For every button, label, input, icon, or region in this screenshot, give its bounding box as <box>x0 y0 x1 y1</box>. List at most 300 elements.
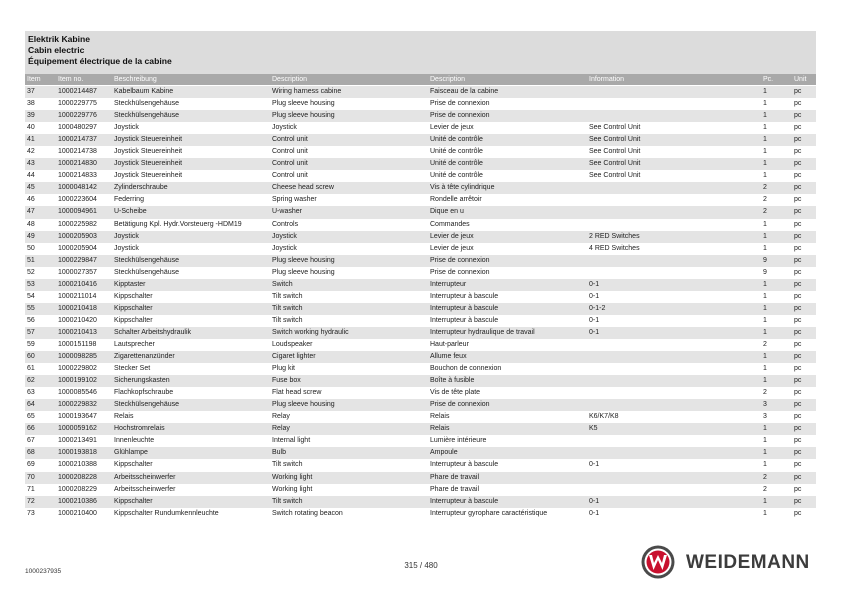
cell-description-en: Plug sleeve housing <box>272 100 335 108</box>
cell-beschreibung: Joystick <box>114 232 139 240</box>
cell-item: 38 <box>27 100 35 108</box>
cell-description-fr: Phare de travail <box>430 473 480 481</box>
weidemann-emblem-icon <box>640 544 676 580</box>
cell-unit: pc <box>794 280 802 288</box>
cell-description-fr: Unité de contrôle <box>430 172 483 180</box>
cell-description-fr: Prise de connexion <box>430 100 490 108</box>
cell-pc: 1 <box>763 100 767 108</box>
cell-item-no: 1000205903 <box>58 232 97 240</box>
cell-pc: 2 <box>763 485 767 493</box>
cell-item: 47 <box>27 208 35 216</box>
cell-information: 0-1-2 <box>589 304 606 312</box>
title-french: Équipement électrique de la cabine <box>28 56 172 66</box>
cell-item-no: 1000214830 <box>58 160 97 168</box>
cell-item-no: 1000210413 <box>58 328 97 336</box>
cell-item-no: 1000214737 <box>58 136 97 144</box>
cell-description-fr: Relais <box>430 425 450 433</box>
cell-beschreibung: Steckhülsengehäuse <box>114 256 179 264</box>
cell-description-fr: Prise de connexion <box>430 112 490 120</box>
cell-item-no: 1000027357 <box>58 268 97 276</box>
cell-item-no: 1000214833 <box>58 172 97 180</box>
cell-description-en: Flat head screw <box>272 389 322 397</box>
table-row <box>25 351 816 363</box>
cell-pc: 1 <box>763 461 767 469</box>
cell-description-en: Tilt switch <box>272 461 303 469</box>
table-row <box>25 182 816 194</box>
cell-description-en: Relay <box>272 413 290 421</box>
cell-pc: 3 <box>763 413 767 421</box>
cell-item: 66 <box>27 425 35 433</box>
cell-information: K5 <box>589 425 598 433</box>
cell-pc: 1 <box>763 136 767 144</box>
table-row <box>25 219 816 231</box>
cell-pc: 2 <box>763 208 767 216</box>
table-row <box>25 255 816 267</box>
cell-unit: pc <box>794 377 802 385</box>
cell-information: 0-1 <box>589 280 600 288</box>
cell-unit: pc <box>794 340 802 348</box>
cell-item-no: 1000208229 <box>58 485 97 493</box>
cell-beschreibung: Lautsprecher <box>114 340 155 348</box>
cell-description-fr: Relais <box>430 413 450 421</box>
cell-information: 0-1 <box>589 497 600 505</box>
parts-table <box>25 86 816 520</box>
col-beschreibung: Beschreibung <box>114 76 157 83</box>
cell-item-no: 1000199102 <box>58 377 97 385</box>
table-row <box>25 194 816 206</box>
cell-beschreibung: Kippschalter <box>114 497 153 505</box>
cell-unit: pc <box>794 184 802 192</box>
table-row <box>25 399 816 411</box>
cell-beschreibung: Steckhülsengehäuse <box>114 268 179 276</box>
table-row <box>25 339 816 351</box>
cell-unit: pc <box>794 425 802 433</box>
table-row <box>25 327 816 339</box>
cell-pc: 1 <box>763 449 767 457</box>
cell-item-no: 1000480297 <box>58 124 97 132</box>
cell-description-en: Joystick <box>272 232 297 240</box>
cell-unit: pc <box>794 365 802 373</box>
cell-beschreibung: Glühlampe <box>114 449 148 457</box>
cell-item: 69 <box>27 461 35 469</box>
cell-pc: 2 <box>763 389 767 397</box>
cell-description-en: Controls <box>272 220 299 228</box>
cell-description-en: Plug sleeve housing <box>272 256 335 264</box>
cell-description-fr: Faisceau de la cabine <box>430 88 499 95</box>
cell-pc: 1 <box>763 160 767 168</box>
cell-item: 61 <box>27 365 35 373</box>
cell-item-no: 1000213491 <box>58 437 97 445</box>
cell-beschreibung: Joystick <box>114 244 139 252</box>
cell-item-no: 1000210388 <box>58 461 97 469</box>
cell-beschreibung: Joystick <box>114 124 139 132</box>
table-row <box>25 86 816 98</box>
col-information: Information <box>589 76 625 83</box>
title-german: Elektrik Kabine <box>28 34 91 44</box>
title-english: Cabin electric <box>28 45 85 55</box>
cell-description-en: U-washer <box>272 208 302 216</box>
cell-item-no: 1000210386 <box>58 497 97 505</box>
cell-beschreibung: Joystick Steuereinheit <box>114 136 183 144</box>
cell-item: 62 <box>27 377 35 385</box>
cell-beschreibung: Steckhülsengehäuse <box>114 112 179 120</box>
cell-pc: 1 <box>763 280 767 288</box>
cell-information: 4 RED Switches <box>589 244 640 252</box>
table-row <box>25 291 816 303</box>
cell-item: 60 <box>27 353 35 361</box>
cell-description-fr: Prise de connexion <box>430 401 490 409</box>
cell-item-no: 1000229832 <box>58 401 97 409</box>
cell-pc: 1 <box>763 509 767 517</box>
cell-item: 68 <box>27 449 35 457</box>
col-description-fr: Description <box>430 76 466 83</box>
cell-item: 56 <box>27 316 35 324</box>
cell-pc: 9 <box>763 256 767 264</box>
cell-pc: 1 <box>763 244 767 252</box>
cell-description-fr: Phare de travail <box>430 485 480 493</box>
cell-beschreibung: Flachkopfschraube <box>114 389 174 397</box>
cell-item: 64 <box>27 401 35 409</box>
cell-description-en: Working light <box>272 485 313 493</box>
cell-pc: 1 <box>763 377 767 385</box>
cell-description-fr: Interrupteur à bascule <box>430 316 499 324</box>
cell-item: 39 <box>27 112 35 120</box>
cell-item: 73 <box>27 509 35 517</box>
cell-unit: pc <box>794 256 802 264</box>
cell-item-no: 1000223604 <box>58 196 97 204</box>
cell-description-en: Tilt switch <box>272 304 303 312</box>
table-row <box>25 459 816 471</box>
cell-description-en: Control unit <box>272 172 308 180</box>
cell-item: 48 <box>27 220 35 228</box>
cell-beschreibung: Arbeitsscheinwerfer <box>114 473 176 481</box>
cell-description-en: Tilt switch <box>272 497 303 505</box>
cell-item-no: 1000214738 <box>58 148 97 156</box>
cell-beschreibung: Kipptaster <box>114 280 146 288</box>
cell-description-en: Control unit <box>272 148 308 156</box>
cell-pc: 1 <box>763 497 767 505</box>
cell-item: 40 <box>27 124 35 132</box>
cell-item: 45 <box>27 184 35 192</box>
col-pc: Pc. <box>763 76 774 83</box>
cell-item: 72 <box>27 497 35 505</box>
cell-pc: 2 <box>763 340 767 348</box>
cell-pc: 3 <box>763 401 767 409</box>
cell-unit: pc <box>794 136 802 144</box>
brand-name: WEIDEMANN <box>686 552 810 573</box>
cell-unit: pc <box>794 268 802 276</box>
cell-beschreibung: Stecker Set <box>114 365 151 373</box>
cell-unit: pc <box>794 220 802 228</box>
cell-item-no: 1000229802 <box>58 365 97 373</box>
cell-item: 67 <box>27 437 35 445</box>
cell-item-no: 1000214487 <box>58 88 97 95</box>
cell-beschreibung: Steckhülsengehäuse <box>114 100 179 108</box>
cell-unit: pc <box>794 437 802 445</box>
table-row <box>25 387 816 399</box>
cell-pc: 1 <box>763 437 767 445</box>
cell-information: 2 RED Switches <box>589 232 640 240</box>
weidemann-logo <box>640 544 816 580</box>
cell-description-en: Switch <box>272 280 293 288</box>
cell-description-fr: Unité de contrôle <box>430 148 483 156</box>
cell-pc: 9 <box>763 268 767 276</box>
cell-description-fr: Unité de contrôle <box>430 136 483 144</box>
cell-item-no: 1000048142 <box>58 184 97 192</box>
cell-unit: pc <box>794 316 802 324</box>
cell-item-no: 1000210420 <box>58 316 97 324</box>
cell-description-en: Relay <box>272 425 290 433</box>
table-row <box>25 243 816 255</box>
cell-description-en: Loudspeaker <box>272 340 313 348</box>
cell-description-en: Control unit <box>272 160 308 168</box>
document-number: 1000237935 <box>25 568 62 575</box>
table-row <box>25 508 816 520</box>
cell-beschreibung: Kippschalter <box>114 304 153 312</box>
cell-beschreibung: Joystick Steuereinheit <box>114 148 183 156</box>
cell-item-no: 1000208228 <box>58 473 97 481</box>
cell-description-fr: Commandes <box>430 220 470 228</box>
cell-item: 37 <box>27 88 35 95</box>
cell-item-no: 1000225982 <box>58 220 97 228</box>
cell-description-fr: Bouchon de connexion <box>430 365 502 373</box>
cell-description-en: Internal light <box>272 437 311 445</box>
cell-item-no: 1000098285 <box>58 353 97 361</box>
cell-item: 49 <box>27 232 35 240</box>
table-header <box>25 74 816 85</box>
cell-unit: pc <box>794 401 802 409</box>
cell-description-fr: Allume feux <box>430 353 467 361</box>
cell-beschreibung: Joystick Steuereinheit <box>114 160 183 168</box>
cell-unit: pc <box>794 232 802 240</box>
cell-beschreibung: Betätigung Kpl. Hydr.Vorsteuerg -HDM19 <box>114 220 242 228</box>
cell-description-fr: Haut-parleur <box>430 340 469 348</box>
cell-description-fr: Interrupteur à bascule <box>430 497 499 505</box>
cell-description-fr: Prise de connexion <box>430 256 490 264</box>
cell-description-en: Switch working hydraulic <box>272 328 349 336</box>
cell-information: 0-1 <box>589 316 600 324</box>
cell-beschreibung: Joystick Steuereinheit <box>114 172 183 180</box>
cell-item-no: 1000210418 <box>58 304 97 312</box>
cell-item-no: 1000151198 <box>58 340 97 348</box>
cell-description-fr: Levier de jeux <box>430 124 474 132</box>
cell-item-no: 1000229847 <box>58 256 97 264</box>
cell-item: 57 <box>27 328 35 336</box>
cell-description-en: Plug kit <box>272 365 295 373</box>
cell-description-fr: Levier de jeux <box>430 244 474 252</box>
cell-item: 51 <box>27 256 35 264</box>
cell-description-en: Joystick <box>272 244 297 252</box>
cell-item-no: 1000229775 <box>58 100 97 108</box>
cell-item: 63 <box>27 389 35 397</box>
cell-description-fr: Interrupteur à bascule <box>430 304 499 312</box>
page-number: 315 / 480 <box>404 561 438 570</box>
cell-pc: 1 <box>763 292 767 300</box>
table-row <box>25 423 816 435</box>
cell-unit: pc <box>794 196 802 204</box>
cell-description-fr: Interrupteur à bascule <box>430 461 499 469</box>
cell-information: 0-1 <box>589 509 600 517</box>
cell-item: 46 <box>27 196 35 204</box>
col-unit: Unit <box>794 76 807 83</box>
cell-beschreibung: Arbeitsscheinwerfer <box>114 485 176 493</box>
cell-information: 0-1 <box>589 328 600 336</box>
cell-information: See Control Unit <box>589 172 641 180</box>
cell-item: 41 <box>27 136 35 144</box>
cell-item: 44 <box>27 172 35 180</box>
cell-beschreibung: Zigarettenanzünder <box>114 353 175 361</box>
table-row <box>25 134 816 146</box>
cell-unit: pc <box>794 389 802 397</box>
table-row <box>25 472 816 484</box>
cell-description-fr: Unité de contrôle <box>430 160 483 168</box>
cell-pc: 1 <box>763 425 767 433</box>
cell-item-no: 1000211014 <box>58 292 97 300</box>
table-row <box>25 484 816 496</box>
section-header <box>25 31 816 74</box>
cell-pc: 2 <box>763 184 767 192</box>
cell-beschreibung: U-Scheibe <box>114 208 147 216</box>
cell-pc: 2 <box>763 196 767 204</box>
cell-item-no: 1000094961 <box>58 208 97 216</box>
cell-unit: pc <box>794 353 802 361</box>
cell-information: 0-1 <box>589 292 600 300</box>
table-row <box>25 279 816 291</box>
col-description-en: Description <box>272 76 308 83</box>
cell-information: See Control Unit <box>589 148 641 156</box>
cell-pc: 1 <box>763 328 767 336</box>
cell-unit: pc <box>794 148 802 156</box>
cell-unit: pc <box>794 160 802 168</box>
table-row <box>25 363 816 375</box>
table-row <box>25 158 816 170</box>
cell-item-no: 1000229776 <box>58 112 97 120</box>
cell-pc: 1 <box>763 353 767 361</box>
cell-pc: 1 <box>763 232 767 240</box>
cell-description-en: Plug sleeve housing <box>272 112 335 120</box>
cell-description-en: Tilt switch <box>272 292 303 300</box>
cell-beschreibung: Kippschalter <box>114 316 153 324</box>
cell-pc: 1 <box>763 220 767 228</box>
cell-description-en: Cheese head screw <box>272 184 334 192</box>
cell-beschreibung: Kabelbaum Kabine <box>114 88 174 95</box>
cell-information: 0-1 <box>589 461 600 469</box>
cell-unit: pc <box>794 461 802 469</box>
table-row <box>25 98 816 110</box>
table-row <box>25 110 816 122</box>
cell-description-fr: Dique en u <box>430 208 464 216</box>
cell-description-en: Tilt switch <box>272 316 303 324</box>
table-row <box>25 435 816 447</box>
table-row <box>25 170 816 182</box>
cell-unit: pc <box>794 100 802 108</box>
table-row <box>25 496 816 508</box>
cell-item: 43 <box>27 160 35 168</box>
table-row <box>25 146 816 158</box>
table-row <box>25 411 816 423</box>
cell-description-fr: Lumière intérieure <box>430 437 487 445</box>
cell-unit: pc <box>794 449 802 457</box>
cell-unit: pc <box>794 124 802 132</box>
cell-unit: pc <box>794 172 802 180</box>
cell-beschreibung: Kippschalter <box>114 292 153 300</box>
cell-beschreibung: Schalter Arbeitshydraulik <box>114 328 192 336</box>
cell-description-fr: Interrupteur gyrophare caractéristique <box>430 509 548 517</box>
cell-item-no: 1000210416 <box>58 280 97 288</box>
table-row <box>25 375 816 387</box>
cell-item: 70 <box>27 473 35 481</box>
table-row <box>25 267 816 279</box>
cell-beschreibung: Zylinderschraube <box>114 184 168 192</box>
col-item: Item <box>27 76 41 83</box>
cell-pc: 1 <box>763 304 767 312</box>
cell-description-fr: Vis à tête cylindrique <box>430 184 495 192</box>
cell-description-en: Fuse box <box>272 377 301 385</box>
cell-beschreibung: Innenleuchte <box>114 437 155 445</box>
cell-description-fr: Ampoule <box>430 449 458 457</box>
cell-unit: pc <box>794 473 802 481</box>
cell-description-en: Wiring harness cabine <box>272 88 342 95</box>
cell-pc: 2 <box>763 473 767 481</box>
cell-information: K6/K7/K8 <box>589 413 619 421</box>
cell-pc: 1 <box>763 316 767 324</box>
cell-beschreibung: Kippschalter Rundumkennleuchte <box>114 509 219 517</box>
cell-beschreibung: Sicherungskasten <box>114 377 170 385</box>
cell-description-en: Plug sleeve housing <box>272 401 335 409</box>
cell-information: See Control Unit <box>589 124 641 132</box>
cell-item-no: 1000205904 <box>58 244 97 252</box>
cell-item: 65 <box>27 413 35 421</box>
cell-pc: 1 <box>763 172 767 180</box>
cell-description-en: Control unit <box>272 136 308 144</box>
cell-beschreibung: Kippschalter <box>114 461 153 469</box>
cell-unit: pc <box>794 509 802 517</box>
cell-unit: pc <box>794 497 802 505</box>
cell-unit: pc <box>794 328 802 336</box>
cell-item-no: 1000085546 <box>58 389 97 397</box>
cell-item-no: 1000210400 <box>58 509 97 517</box>
cell-unit: pc <box>794 413 802 421</box>
cell-unit: pc <box>794 208 802 216</box>
cell-pc: 1 <box>763 148 767 156</box>
col-item-no: Item no. <box>58 76 84 83</box>
table-row <box>25 206 816 218</box>
table-row <box>25 122 816 134</box>
cell-beschreibung: Federring <box>114 196 144 204</box>
cell-pc: 1 <box>763 112 767 120</box>
cell-item: 55 <box>27 304 35 312</box>
cell-description-fr: Vis de tête plate <box>430 389 481 397</box>
cell-unit: pc <box>794 292 802 300</box>
cell-item: 59 <box>27 340 35 348</box>
cell-description-fr: Interrupteur à bascule <box>430 292 499 300</box>
cell-pc: 1 <box>763 124 767 132</box>
cell-description-fr: Interrupteur <box>430 280 467 288</box>
cell-item-no: 1000193647 <box>58 413 97 421</box>
cell-unit: pc <box>794 112 802 120</box>
table-row <box>25 231 816 243</box>
cell-description-en: Joystick <box>272 124 297 132</box>
cell-description-en: Working light <box>272 473 313 481</box>
table-row <box>25 303 816 315</box>
cell-item: 54 <box>27 292 35 300</box>
table-row <box>25 447 816 459</box>
cell-item: 42 <box>27 148 35 156</box>
cell-description-fr: Rondelle arrêtoir <box>430 196 482 204</box>
cell-beschreibung: Hochstromrelais <box>114 425 165 433</box>
cell-unit: pc <box>794 485 802 493</box>
cell-description-en: Spring washer <box>272 196 317 204</box>
